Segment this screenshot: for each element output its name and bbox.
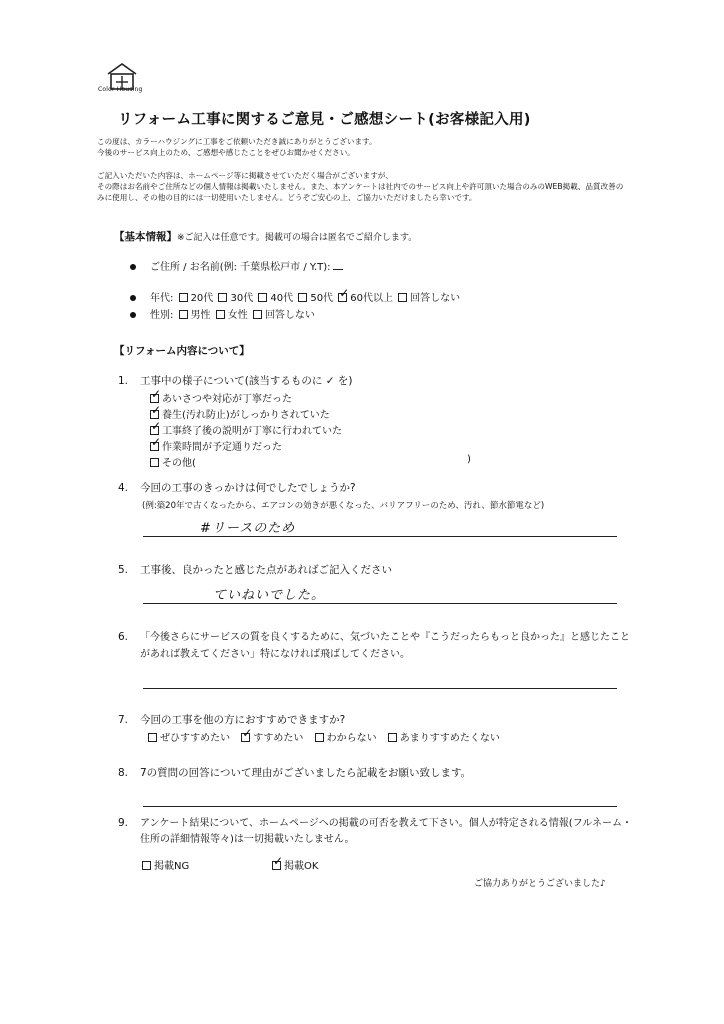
checkbox bbox=[148, 733, 157, 742]
q4-example: (例:築20年で古くなったから、エアコンの効きが悪くなった、バリアフリーのため、汚れ、節水節電など) bbox=[142, 501, 545, 511]
gender-option-female[interactable]: 女性 bbox=[214, 310, 248, 321]
gender-row bbox=[130, 306, 315, 321]
bullet bbox=[130, 312, 136, 318]
question-1: 1. 工事中の様子について(該当するものに ✓ を) bbox=[118, 375, 353, 387]
question-9-cont: 住所の詳細情報等々)は一切掲載いたしません。 bbox=[140, 834, 355, 845]
address-row bbox=[130, 258, 343, 273]
logo-text: Color Housing bbox=[98, 86, 143, 93]
age-row bbox=[130, 289, 460, 304]
question-8: 8. 7の質問の回答について理由がございましたら記載をお願い致します。 bbox=[118, 767, 472, 779]
checkbox-checked bbox=[241, 733, 250, 742]
q7-option-definitely[interactable]: ぜひすすめたい bbox=[146, 733, 230, 744]
age-option-60s-plus[interactable]: ✓ 60代以上 bbox=[336, 293, 393, 304]
checkbox bbox=[142, 861, 151, 870]
q8-answer-line[interactable] bbox=[143, 806, 617, 807]
intro-line-2: 今後のサービス向上のため、ご感想や感じたことをぜひお聞かせください。 bbox=[97, 148, 355, 157]
q1-option-protection[interactable]: ✓養生(汚れ防止)がしっかりされていた bbox=[148, 406, 330, 421]
gender-option-male[interactable]: 男性 bbox=[177, 310, 211, 321]
intro-line-1: この度は、カラーハウジングに工事をご依頼いただき誠にありがとうございます。 bbox=[97, 137, 377, 146]
checkbox bbox=[258, 293, 267, 302]
intro-line-5: みに使用し、その他の目的には一切使用いたしません。どうぞご安心の上、ご協力いただけましたら幸いです。 bbox=[97, 193, 477, 202]
bullet bbox=[130, 295, 136, 301]
checkbox bbox=[179, 310, 188, 319]
q1-option-greeting[interactable]: ✓あいさつや対応が丁寧だった bbox=[148, 390, 292, 405]
thanks-message: ご協力ありがとうございました♪ bbox=[474, 879, 606, 889]
checkbox-checked bbox=[150, 410, 159, 419]
reform-heading: 【リフォーム内容について】 bbox=[114, 345, 250, 357]
question-9: 9. アンケート結果について、ホームページへの掲載の可否を教えて下さい。個人が特定される情報(フルネーム・ bbox=[118, 817, 633, 829]
age-option-no-answer[interactable]: 回答しない bbox=[396, 293, 460, 304]
checkbox-checked bbox=[338, 293, 347, 302]
basic-info-heading: 【基本情報】※ご記入は任意です。掲載可の場合は匿名でご紹介します。 bbox=[114, 231, 418, 243]
q6-answer-line[interactable] bbox=[143, 688, 617, 689]
q1-option-schedule[interactable]: ✓作業時間が予定通りだった bbox=[148, 438, 282, 453]
checkbox bbox=[398, 293, 407, 302]
q4-answer[interactable]: #リースのため bbox=[200, 521, 296, 536]
age-option-50s[interactable]: 50代 bbox=[296, 293, 333, 304]
q7-option-not-really[interactable]: あまりすすめたくない bbox=[386, 733, 500, 744]
q5-answer-line bbox=[143, 603, 617, 604]
intro-line-4: その際はお名前やご住所などの個人情報は掲載いたしません。また、本アンケートは社内でのサービス向上や許可頂いた場合のみのWEB掲載、品質改善の bbox=[97, 182, 624, 191]
question-6-cont: があれば教えてください」特になければ飛ばしてください。 bbox=[140, 649, 410, 660]
age-option-30s[interactable]: 30代 bbox=[216, 293, 253, 304]
checkbox bbox=[216, 310, 225, 319]
checkbox bbox=[179, 293, 188, 302]
q1-option-explanation[interactable]: ✓工事終了後の説明が丁寧に行われていた bbox=[148, 422, 342, 437]
q5-answer[interactable]: ていねいでした。 bbox=[213, 588, 326, 603]
gender-label: 性別: bbox=[150, 310, 174, 321]
bullet bbox=[130, 264, 136, 270]
q1-other-close: ) bbox=[467, 454, 471, 465]
q4-answer-line bbox=[143, 536, 617, 537]
checkbox-checked bbox=[150, 426, 159, 435]
checkbox-checked bbox=[272, 861, 281, 870]
checkbox bbox=[218, 293, 227, 302]
question-7: 7. 今回の工事を他の方におすすめできますか? bbox=[118, 714, 346, 726]
q9-option-ok[interactable]: ✓ 掲載OK bbox=[270, 857, 318, 872]
address-label: ご住所 / お名前(例: 千葉県松戸市 / Y.T): bbox=[150, 262, 331, 273]
question-6: 6. 「今後さらにサービスの質を良くするために、気づいたことや『こうだったらもっと良かった』と感じたこと bbox=[118, 631, 630, 643]
q7-option-recommend[interactable]: ✓ すすめたい bbox=[239, 733, 303, 744]
q7-option-unsure[interactable]: わからない bbox=[313, 733, 377, 744]
checkbox-checked bbox=[150, 394, 159, 403]
address-input[interactable] bbox=[333, 259, 343, 270]
q1-option-other[interactable]: その他( bbox=[148, 454, 196, 469]
checkbox bbox=[298, 293, 307, 302]
checkbox bbox=[315, 733, 324, 742]
page-title: リフォーム工事に関するご意見・ご感想シート(お客様記入用) bbox=[118, 112, 531, 128]
q7-options bbox=[146, 729, 500, 744]
checkbox bbox=[150, 458, 159, 467]
age-option-20s[interactable]: 20代 bbox=[177, 293, 214, 304]
checkbox bbox=[253, 310, 262, 319]
gender-option-no-answer[interactable]: 回答しない bbox=[251, 310, 315, 321]
age-label: 年代: bbox=[150, 293, 174, 304]
q9-option-ng[interactable]: 掲載NG bbox=[140, 857, 189, 872]
basic-info-note: ※ご記入は任意です。掲載可の場合は匿名でご紹介します。 bbox=[177, 233, 418, 243]
question-4: 4. 今回の工事のきっかけは何でしたでしょうか? bbox=[118, 482, 356, 494]
question-5: 5. 工事後、良かったと感じた点があればご記入ください bbox=[118, 564, 392, 576]
age-option-40s[interactable]: 40代 bbox=[256, 293, 293, 304]
intro-line-3: ご記入いただいた内容は、ホームページ等に掲載させていただく場合がございますが、 bbox=[97, 171, 393, 180]
checkbox bbox=[388, 733, 397, 742]
checkbox-checked bbox=[150, 442, 159, 451]
